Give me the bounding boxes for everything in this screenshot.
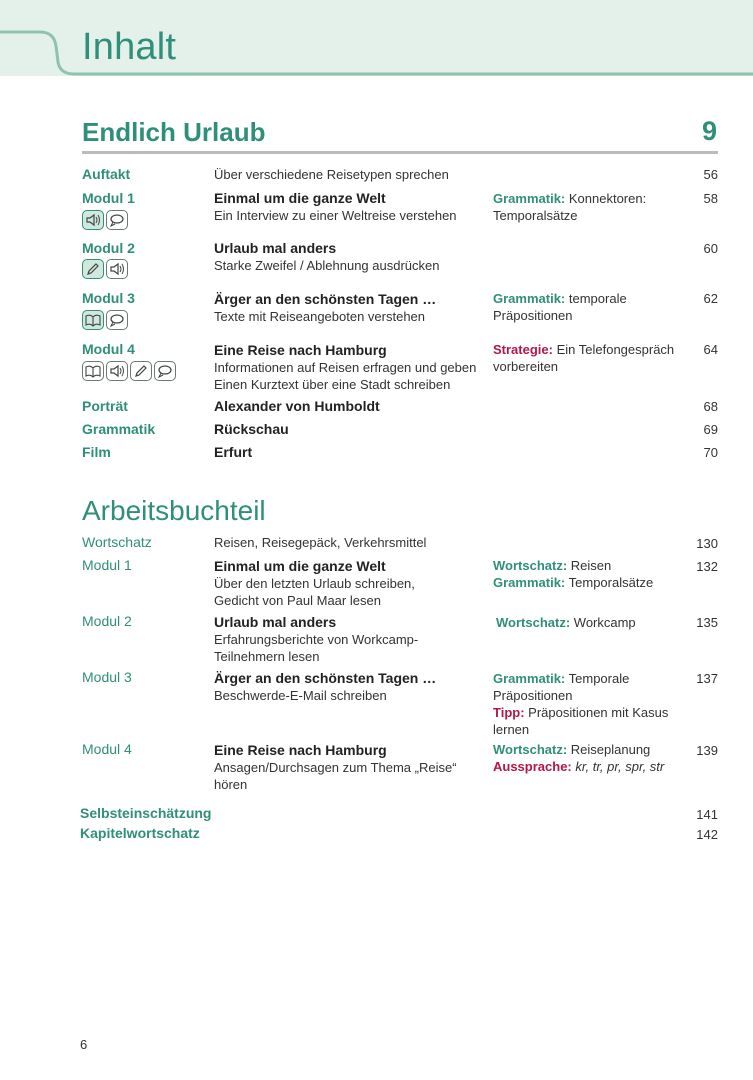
row-topic-modul-2[interactable]: Urlaub mal anders Starke Zweifel / Ablehnung ausdrücken — [214, 240, 440, 273]
row-topic-auftakt[interactable]: Über verschiedene Reisetypen sprechen — [214, 167, 449, 182]
wb-label-wortschatz: Wortschatz — [82, 534, 152, 550]
row-topic-portraet[interactable]: Alexander von Humboldt — [214, 398, 380, 414]
row-label-grammatik: Grammatik — [82, 421, 156, 437]
row-label-modul-2: Modul 2 — [82, 240, 135, 256]
wb-topic-modul-3[interactable]: Ärger an den schönsten Tagen … Beschwerde-E-Mail schreiben — [214, 670, 437, 703]
wb-focus-modul-3: Grammatik: Temporale Präpositionen Tipp: Präpositionen mit Kasus lernen — [493, 671, 669, 737]
row-page-modul-1[interactable]: 58 — [703, 191, 718, 206]
listening-icon — [106, 361, 128, 381]
chapter-vocab-page[interactable]: 142 — [696, 827, 718, 842]
wb-focus-modul-1: Wortschatz: Reisen Grammatik: Temporalsätze — [493, 558, 654, 590]
row-label-modul-1: Modul 1 — [82, 190, 135, 206]
wb-label-modul-3: Modul 3 — [82, 669, 132, 685]
row-page-modul-3[interactable]: 62 — [703, 291, 718, 306]
row-topic-modul-3[interactable]: Ärger an den schönsten Tagen … Texte mit Reiseangeboten verstehen — [214, 291, 437, 324]
chapter-title: Endlich Urlaub — [82, 117, 266, 147]
speaking-icon — [106, 210, 128, 230]
row-strategy-modul-4: Strategie: Ein Telefongespräch vorbereiten — [493, 342, 675, 374]
self-check-label: Selbsteinschätzung — [80, 805, 212, 821]
modul-1-skill-icons — [82, 210, 128, 232]
page-title: Inhalt — [82, 26, 177, 68]
modul-3-skill-icons — [82, 310, 128, 332]
writing-icon — [82, 259, 104, 279]
wb-page-modul-1[interactable]: 132 — [696, 559, 718, 574]
wb-topic-wortschatz[interactable]: Reisen, Reisegepäck, Verkehrsmittel — [214, 535, 427, 550]
wb-label-modul-2: Modul 2 — [82, 613, 132, 629]
row-topic-film[interactable]: Erfurt — [214, 444, 253, 460]
wb-page-modul-2[interactable]: 135 — [696, 615, 718, 630]
wb-topic-modul-2[interactable]: Urlaub mal anders Erfahrungsberichte von Workcamp- Teilnehmern lesen — [214, 614, 419, 664]
row-label-auftakt: Auftakt — [82, 166, 131, 182]
writing-icon — [130, 361, 152, 381]
wb-label-modul-4: Modul 4 — [82, 741, 132, 757]
row-page-modul-4[interactable]: 64 — [703, 342, 718, 357]
self-check-page[interactable]: 141 — [696, 807, 718, 822]
row-page-grammatik[interactable]: 69 — [703, 422, 718, 437]
wb-focus-modul-4: Wortschatz: Reiseplanung Aussprache: kr, tr, pr, spr, str — [493, 742, 665, 774]
row-label-film: Film — [82, 444, 111, 460]
wb-focus-modul-2: Wortschatz: Workcamp — [496, 615, 636, 630]
row-page-auftakt[interactable]: 56 — [703, 167, 718, 182]
speaking-icon — [106, 310, 128, 330]
wb-page-wortschatz[interactable]: 130 — [696, 536, 718, 551]
row-page-modul-2[interactable]: 60 — [703, 241, 718, 256]
wb-topic-modul-1[interactable]: Einmal um die ganze Welt Über den letzten Urlaub schreiben, Gedicht von Paul Maar lesen — [214, 558, 415, 608]
speaking-icon — [154, 361, 176, 381]
row-page-portraet[interactable]: 68 — [703, 399, 718, 414]
wb-page-modul-4[interactable]: 139 — [696, 743, 718, 758]
row-grammar-modul-1: Grammatik: Konnektoren: Temporalsätze — [493, 191, 647, 223]
row-grammar-modul-3: Grammatik: temporale Präpositionen — [493, 291, 627, 323]
listening-icon — [106, 259, 128, 279]
row-topic-modul-1[interactable]: Einmal um die ganze Welt Ein Interview zu einer Weltreise verstehen — [214, 190, 457, 223]
chapter-vocab-label: Kapitelwortschatz — [80, 825, 200, 841]
wb-page-modul-3[interactable]: 137 — [696, 671, 718, 686]
page-number: 6 — [80, 1037, 88, 1052]
modul-2-skill-icons — [82, 259, 128, 281]
reading-icon — [82, 361, 104, 381]
row-page-film[interactable]: 70 — [703, 445, 718, 460]
row-label-modul-4: Modul 4 — [82, 341, 135, 357]
reading-icon — [82, 310, 104, 330]
row-label-modul-3: Modul 3 — [82, 290, 135, 306]
modul-4-skill-icons — [82, 361, 176, 383]
wb-label-modul-1: Modul 1 — [82, 557, 132, 573]
workbook-title: Arbeitsbuchteil — [82, 495, 266, 526]
chapter-number: 9 — [701, 116, 717, 146]
chapter-divider — [82, 151, 718, 154]
row-label-portraet: Porträt — [82, 398, 128, 414]
wb-topic-modul-4[interactable]: Eine Reise nach Hamburg Ansagen/Durchsagen zum Thema „Reise“ hören — [214, 742, 457, 792]
row-topic-modul-4[interactable]: Eine Reise nach Hamburg Informationen auf Reisen erfragen und geben Einen Kurztext über eine Stadt schreiben — [214, 342, 477, 392]
row-topic-grammatik[interactable]: Rückschau — [214, 421, 289, 437]
listening-icon — [82, 210, 104, 230]
